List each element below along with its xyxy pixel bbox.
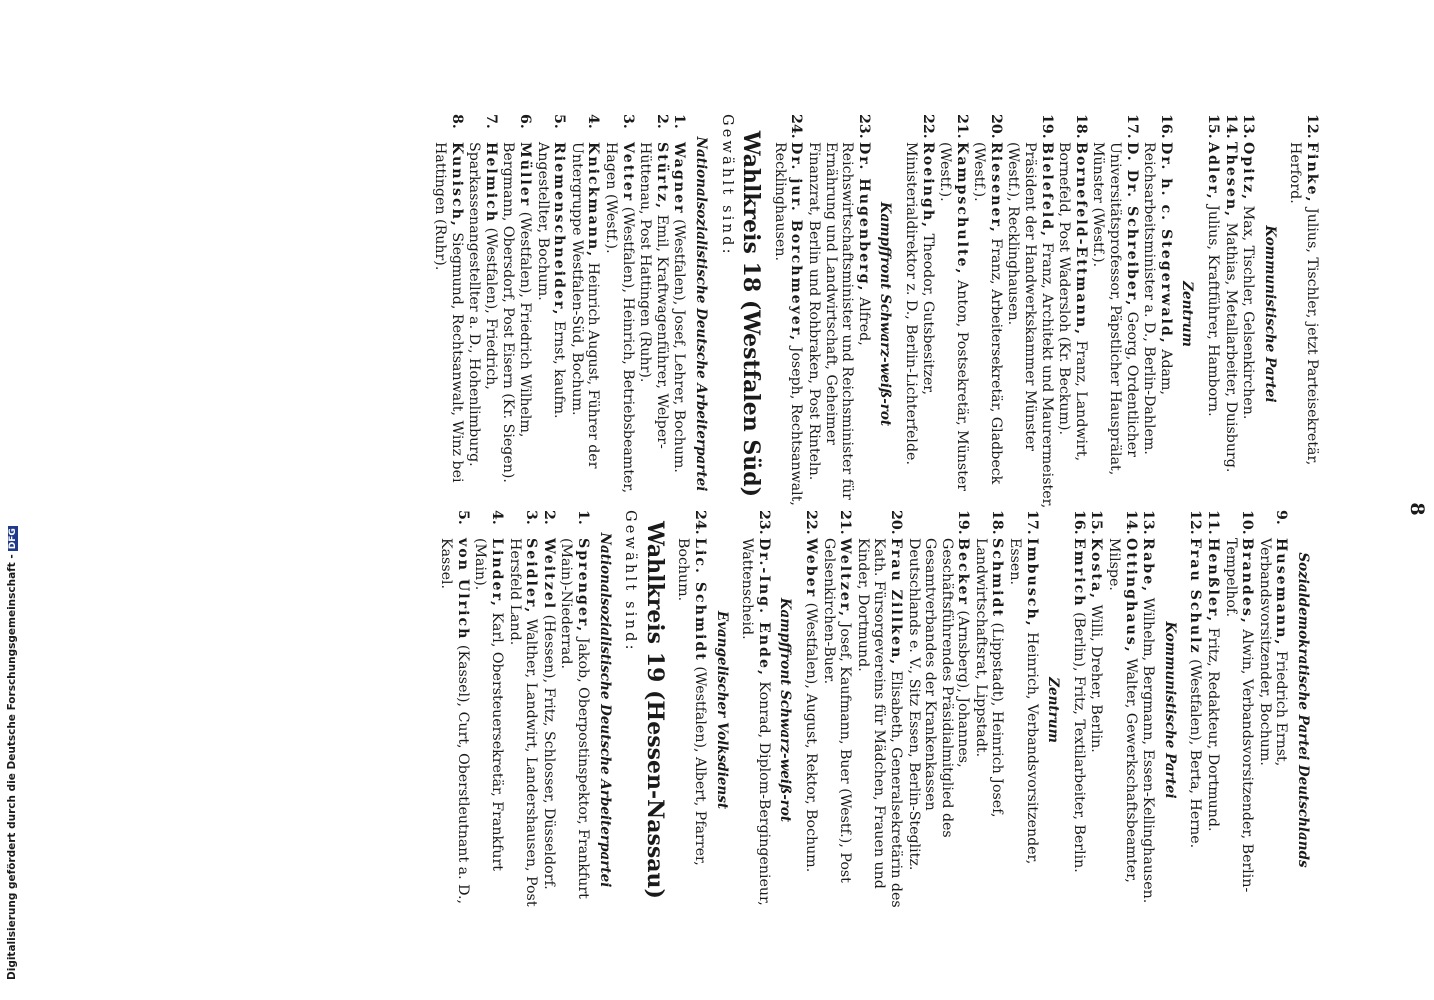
party-heading: Kommunistische Partei [1161, 621, 1178, 799]
column-left [431, 114, 1321, 514]
list-item: 15.Kosta, Willi, Dreher, Berlin. [1088, 510, 1105, 753]
list-item: 13.Rabe, Wilhelm, Bergmann, Essen-Kellinghausen. [1140, 510, 1157, 904]
page-number: 8 [1406, 502, 1428, 516]
list-item: 9.Husemann, Friedrich Ernst, Verbandsvorsitzender, Bochum. [1256, 510, 1290, 767]
list-item: 19.Becker (Arnsberg), Johannes, Geschäftsführendes Präsidialmitglied des Gesamtverbandes der Krankenkassen Deutschlands e. V., Sitz Essen, Berlin-Steglitz. [905, 510, 972, 871]
list-item: 13.Opitz, Max, Tischler, Gelsenkirchen. [1240, 114, 1257, 420]
list-item: 21.Weltzer, Josef, Kaufmann, Buer (Westf.), Post Gelsenkirchen-Buer. [820, 510, 854, 883]
list-item: 5.von Ulrich (Kassel), Curt, Oberstleutnant a. D., Kassel. [438, 510, 471, 905]
list-item: 3.Vetter (Westfalen), Heinrich, Betriebsbeamter, Hagen (Westf.). [603, 114, 636, 494]
list-item: 15.Adler, Julius, Kraftführer, Hamborn. [1205, 114, 1222, 417]
list-item: 3.Seidler, Walther, Landwirt, Landershausen, Post Hersfeld Land. [506, 510, 540, 907]
list-item: 22.Weber (Westfalen), August, Rektor, Bochum. [802, 510, 819, 873]
list-item: 22.Roeingh, Theodor, Gutsbesitzer, Ministerialdirektor z. D., Berlin-Lichterfelde. [902, 114, 936, 465]
district-heading: Wahlkreis 18 (Westfalen Süd) [738, 130, 765, 498]
elected-label: Gewählt sind: [718, 114, 735, 257]
party-heading: Evangelischer Volksdienst [713, 610, 730, 810]
party-heading: Zentrum [1045, 677, 1062, 743]
list-item: 7.Helmich (Westfalen), Friedrich, Sparkassenangestellter a. D., Hohenlimburg. [466, 114, 499, 467]
dfg-logo: DFG [8, 528, 18, 550]
list-item: 23.Dr. Hugenberg, Alfred, Reichswirtschaftsminister und Reichsminister für Ernährung und Landwirtschaft, Geheimer Finanzrat, Berlin und Rohbraken, Post Rinteln. [805, 114, 872, 500]
list-item: 23.Dr.-Ing. Ende, Konrad, Diplom-Bergingenieur, Wattenscheid. [739, 510, 772, 906]
list-item: 24.Lic. Schmidt (Westfalen), Albert, Pfarrer, Bochum. [675, 510, 708, 866]
list-item: 1.Sprenger, Jakob, Oberpostinspektor, Frankfurt (Main)-Niederrad. [558, 510, 592, 899]
party-heading: Sozialdemokratische Partei Deutschlands [1295, 552, 1311, 868]
footer-credit [6, 280, 20, 980]
list-item: 24.Dr. jur. Borchmeyer, Joseph, Rechtsanwalt, Recklinghausen. [771, 114, 805, 506]
list-item: 20.Frau Zillken, Elisabeth, Generalsekretärin des Kath. Fürsorgevereins für Mädchen, Frauen und Kinder, Dortmund. [854, 510, 904, 908]
list-item: 2.Weitzel (Hessen), Fritz, Schlosser, Düsseldorf. [540, 510, 557, 890]
list-item: 20.Riesener, Franz, Arbeitersekretär, Gladbeck (Westf.). [971, 114, 1004, 485]
list-item: 12.Frau Schulz (Westfalen), Berta, Herne. [1187, 510, 1204, 849]
list-item: 6.Müller (Westfalen), Friedrich Wilhelm, Bergmann, Obersdorf, Post Eisern (Kr. Siegen). [500, 114, 534, 483]
list-item: 4.Linder, Karl, Obersteuersekretär, Frankfurt (Main). [472, 510, 506, 871]
party-heading: Zentrum [1179, 281, 1196, 347]
list-item: 5.Riemenschneider, Ernst, kaufm. Angestellter, Bochum. [534, 114, 568, 419]
party-heading: Kommunistische Partei [1261, 225, 1278, 403]
party-heading: Nationalsozialistische Deutsche Arbeiterpartei [596, 532, 613, 888]
list-item: 2.Stürtz, Emil, Kraftwagenführer, Welper-Hüttenau, Post Hattingen (Ruhr). [637, 114, 670, 449]
list-item: 11.Henßler, Fritz, Redakteur, Dortmund. [1205, 510, 1222, 832]
party-heading: Kampffront Schwarz-weiß-rot [777, 597, 794, 823]
list-item: 18.Bornefeld-Ettmann, Franz, Landwirt, Bornefeld, Post Wadersloh (Kr. Beckum). [1056, 114, 1089, 462]
list-item: 17.Imbusch, Heinrich, Verbandsvorsitzender, Essen. [1007, 510, 1040, 865]
district-heading: Wahlkreis 19 (Hessen-Nassau) [641, 521, 668, 899]
list-item: 14.Thesen, Mathias, Metallarbeiter, Duisburg. [1222, 114, 1239, 473]
list-item: 16.Emrich (Berlin), Fritz, Textilarbeiter, Berlin. [1070, 510, 1087, 873]
list-item: 8.Kunisch, Siegmund, Rechtsanwalt, Winz bei Hattingen (Ruhr). [432, 114, 465, 483]
elected-label: Gewählt sind: [622, 510, 639, 653]
list-item: 4.Knickmann, Heinrich August, Führer der Untergruppe Westfalen-Süd, Bochum. [568, 114, 602, 469]
party-heading: Kampffront Schwarz-weiß-rot [877, 201, 894, 427]
list-item: 10.Brandes, Alwin, Verbandsvorsitzender, Berlin-Tempelhof. [1222, 510, 1256, 893]
list-item: 16.Dr. h. c. Stegerwald, Adam, Reichsarbeitsminister a. D., Berlin-Dahlem. [1141, 114, 1174, 455]
list-item: 12.Finke, Julius, Tischler, jetzt Parteisekretär, Herford. [1287, 114, 1320, 466]
list-item: 17.D. Dr. Schreiber, Georg, Ordentlicher Universitätsprofessor, Päpstlicher Hausprälat, Münster (Westf.). [1090, 114, 1140, 476]
list-item: 19.Bielefeld, Franz, Architekt und Maurermeister, Präsident der Handwerkskammer Münster (Westf.), Recklinghausen. [1005, 114, 1055, 509]
column-right [437, 510, 1320, 910]
footer-text: Digitalisierung gefördert durch die Deutsche Forschungsgemeinschaft - [6, 554, 18, 980]
list-item: 18.Schmidt (Lippstadt), Heinrich Josef, Landwirtschaftsrat, Lippstadt. [972, 510, 1006, 818]
list-item: 1.Wagner (Westfalen), Josef, Lehrer, Bochum. [671, 114, 688, 473]
party-heading: Nationalsozialistische Deutsche Arbeiterpartei [693, 136, 709, 492]
list-item: 14.Ottinghaus, Walter, Gewerkschaftsbeamter, Milspe. [1106, 510, 1139, 883]
list-item: 21.Kampschulte, Anton, Postsekretär, Münster (Westf.). [937, 114, 970, 492]
